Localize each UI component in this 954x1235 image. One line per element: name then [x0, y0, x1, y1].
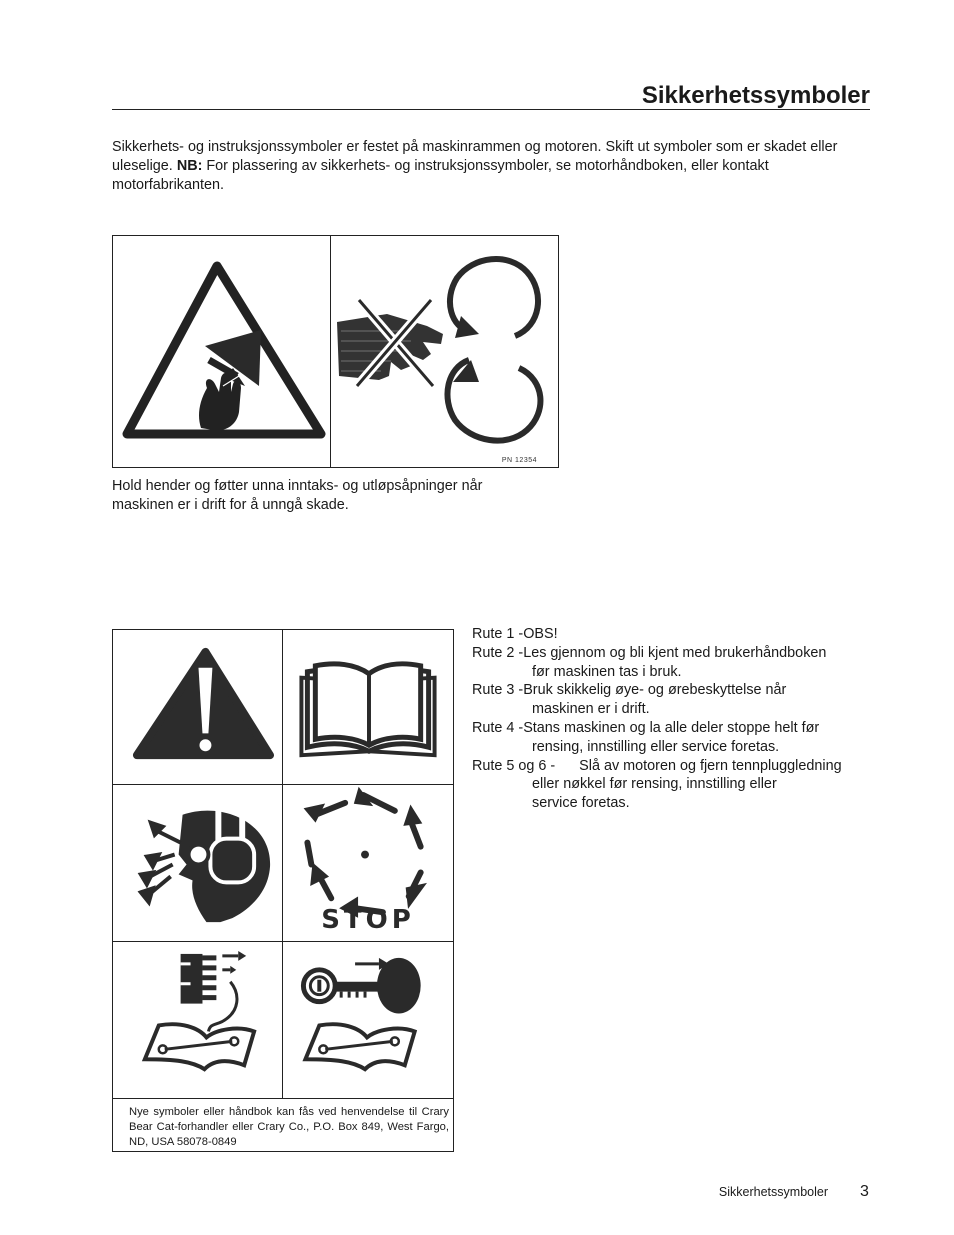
- decal-instruction-panels: [112, 629, 454, 1152]
- page-number: 3: [860, 1183, 869, 1200]
- legend-item: [472, 644, 882, 682]
- intro-text-1: Sikkerhets- og instruksjonssymboler er festet på maskinrammen og motoren. Skift ut symboler som er skadet eller uleselige.: [112, 139, 838, 174]
- eye-ear-protection-icon: [113, 785, 282, 941]
- part-number: PN 12354: [501, 457, 537, 464]
- intro-text-2: For plassering av sikkerhets- og instruksjonssymboler, se motorhåndboken, eller kontakt motorfabrikanten.: [112, 158, 769, 193]
- replacement-note: Nye symboler eller håndbok kan fås ved henvendelse til Crary Bear Cat-forhandler eller Crary Co., P.O. Box 849, West Fargo, ND, USA 58078-0849: [129, 1106, 449, 1148]
- stop-label: STOP: [321, 905, 415, 935]
- exclamation-warning-icon: [113, 630, 282, 784]
- panel-4-stop: [283, 785, 453, 942]
- intro-nb-label: NB:: [176, 158, 203, 174]
- legend-lead: Rute 5 og 6 - Slå av motoren og fjern tennpluggledning: [472, 757, 842, 774]
- legend-item: [472, 757, 882, 813]
- title-divider: [112, 109, 870, 110]
- no-hands-rotation-icon: [331, 236, 559, 469]
- open-book-icon: [283, 630, 453, 784]
- key-manual-icon: [283, 942, 453, 1098]
- panel-2-manual: [283, 630, 453, 785]
- legend-continuation: eller nøkkel før rensing, innstilling eller service foretas.: [532, 776, 777, 812]
- footer-section: Sikkerhetssymboler: [718, 1185, 828, 1199]
- panel-3-protection: [113, 785, 283, 942]
- legend-lead: Rute 2 -Les gjennom og bli kjent med brukerhåndboken: [472, 644, 827, 661]
- decal-rotating-blades-cell: [331, 236, 559, 467]
- decal1-caption-line-2: maskinen er i drift for å unngå skade.: [112, 497, 349, 513]
- legend-item: [472, 719, 882, 757]
- panel-5-disconnect: [113, 942, 283, 1099]
- legend-item: [472, 625, 882, 644]
- hand-warning-icon: [113, 236, 331, 469]
- legend-lead: Rute 1 -OBS!: [472, 626, 558, 642]
- panel-1-caution: [113, 630, 283, 785]
- legend-continuation: rensing, innstilling eller service foretas.: [532, 738, 780, 755]
- spark-plug-manual-icon: [113, 942, 282, 1098]
- legend-lead: Rute 3 -Bruk skikkelig øye- og ørebeskyttelse når: [472, 682, 787, 699]
- panel-legend: [472, 625, 882, 813]
- decal-warning-triangle-cell: [113, 236, 331, 467]
- panel-6-remove-key: [283, 942, 453, 1099]
- legend-continuation: maskinen er i drift.: [532, 701, 650, 718]
- legend-lead: Rute 4 -Stans maskinen og la alle deler stoppe helt før: [472, 719, 820, 736]
- decal1-caption-line-1: Hold hender og føtter unna inntaks- og utløpsåpninger når: [112, 478, 483, 494]
- intro-paragraph: [112, 138, 872, 195]
- legend-continuation: før maskinen tas i bruk.: [532, 663, 682, 680]
- decal-intake-hazard: [112, 235, 559, 468]
- legend-item: [472, 681, 882, 719]
- decal1-caption: [112, 477, 552, 515]
- page-title: Sikkerhetssymboler: [641, 82, 870, 109]
